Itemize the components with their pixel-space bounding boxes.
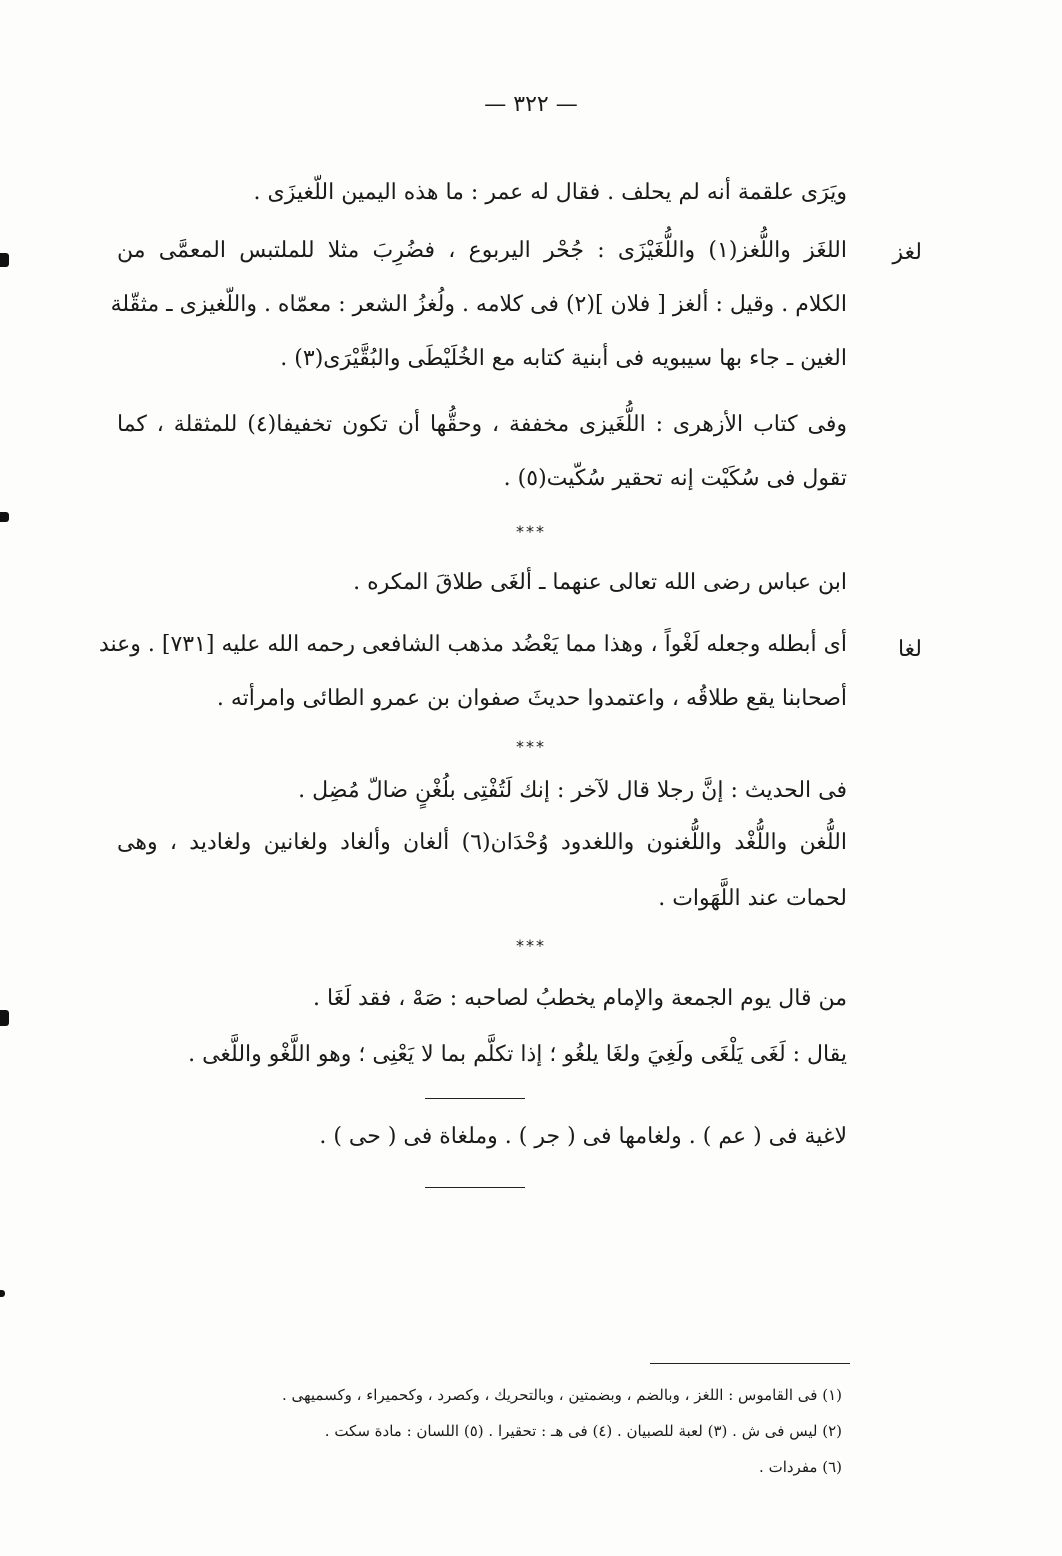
entry-line: ويَرَى علقمة أنه لم يحلف . فقال له عمر : ما هذه اليمين اللّغيزَى . bbox=[253, 180, 847, 205]
entry-line: الكلام . وقيل : ألغز [ فلان ](٢) فى كلامه . ولُغزُ الشعر : معمّاه . واللّغيزى ـ مثقّلة bbox=[110, 292, 847, 317]
footnote-line: (٦) مفردات . bbox=[759, 1458, 842, 1476]
entry-line: من قال يوم الجمعة والإمام يخطبُ لصاحبه : صَهْ ، فقد لَغَا . bbox=[313, 986, 847, 1011]
entry-line: لحمات عند اللَّهَوات . bbox=[658, 886, 847, 911]
short-divider bbox=[425, 1187, 525, 1188]
entry-line: الغين ـ جاء بها سيبويه فى أبنية كتابه مع الخُلَيْطَى والبُقَّيْرَى(٣) . bbox=[280, 346, 847, 371]
entry-line: أى أبطله وجعله لَغْواً ، وهذا مما يَعْضُد مذهب الشافعى رحمه الله عليه [٧٣١] . وعند bbox=[98, 632, 847, 657]
entry-line: اللُّغن واللُّغْد واللُّغنون واللغدود وُحْدَان(٦) ألغان وألغاد ولغانين ولغاديد ، وهى bbox=[117, 830, 847, 855]
entry-line: ابن عباس رضى الله تعالى عنهما ـ ألغَى طلاقَ المكره . bbox=[353, 570, 847, 595]
short-divider bbox=[425, 1098, 525, 1099]
footnote-rule bbox=[650, 1363, 850, 1364]
entry-line: أصحابنا يقع طلاقُه ، واعتمدوا حديثَ صفوان بن عمرو الطائى وامرأته . bbox=[216, 686, 847, 711]
entry-line: فى الحديث : إنَّ رجلا قال لآخر : إنك لَتُفْتِى بلُغْنٍ ضالّ مُضِل . bbox=[298, 778, 847, 803]
section-separator-stars: *** bbox=[516, 936, 546, 955]
scan-edge-mark bbox=[0, 1010, 9, 1026]
section-separator-stars: *** bbox=[516, 522, 546, 541]
scan-edge-mark bbox=[0, 1290, 5, 1297]
entry-line: لاغية فى ( عم ) . ولغامها فى ( جر ) . وملغاة فى ( حى ) . bbox=[319, 1124, 847, 1149]
scan-edge-mark bbox=[0, 512, 9, 522]
footnote-line: (٢) ليس فى ش . (٣) لعبة للصبيان . (٤) فى هـ : تحقيرا . (٥) اللسان : مادة سكت . bbox=[324, 1422, 842, 1440]
page-number: — ٣٢٢ — bbox=[484, 92, 578, 117]
headword-margin: لغا bbox=[897, 637, 922, 662]
entry-line: يقال : لَغَى يَلْغَى ولَغِيَ ولغَا يلغُو ؛ إذا تكلَّم بما لا يَعْنِى ؛ وهو اللَّغْو واللَّغى . bbox=[188, 1042, 847, 1067]
entry-line: تقول فى سُكَيْت إنه تحقير سُكّيت(٥) . bbox=[503, 466, 847, 491]
section-separator-stars: *** bbox=[516, 737, 546, 756]
entry-line: اللغَز واللُّغز(١) واللُّغَيْزَى : جُحْر اليربوع ، فضُرِبَ مثلا للملتبس المعمَّى من bbox=[117, 238, 847, 263]
footnote-line: (١) فى القاموس : اللغز ، وبالضم ، وبضمتين ، وبالتحريك ، وكصرد ، وكحميراء ، وكسميهى . bbox=[281, 1386, 842, 1404]
headword-margin: لغز bbox=[892, 240, 922, 265]
entry-line: وفى كتاب الأزهرى : اللُّغَيزى مخففة ، وحقُّها أن تكون تخفيفا(٤) للمثقلة ، كما bbox=[117, 412, 847, 437]
scan-edge-mark bbox=[0, 253, 9, 267]
